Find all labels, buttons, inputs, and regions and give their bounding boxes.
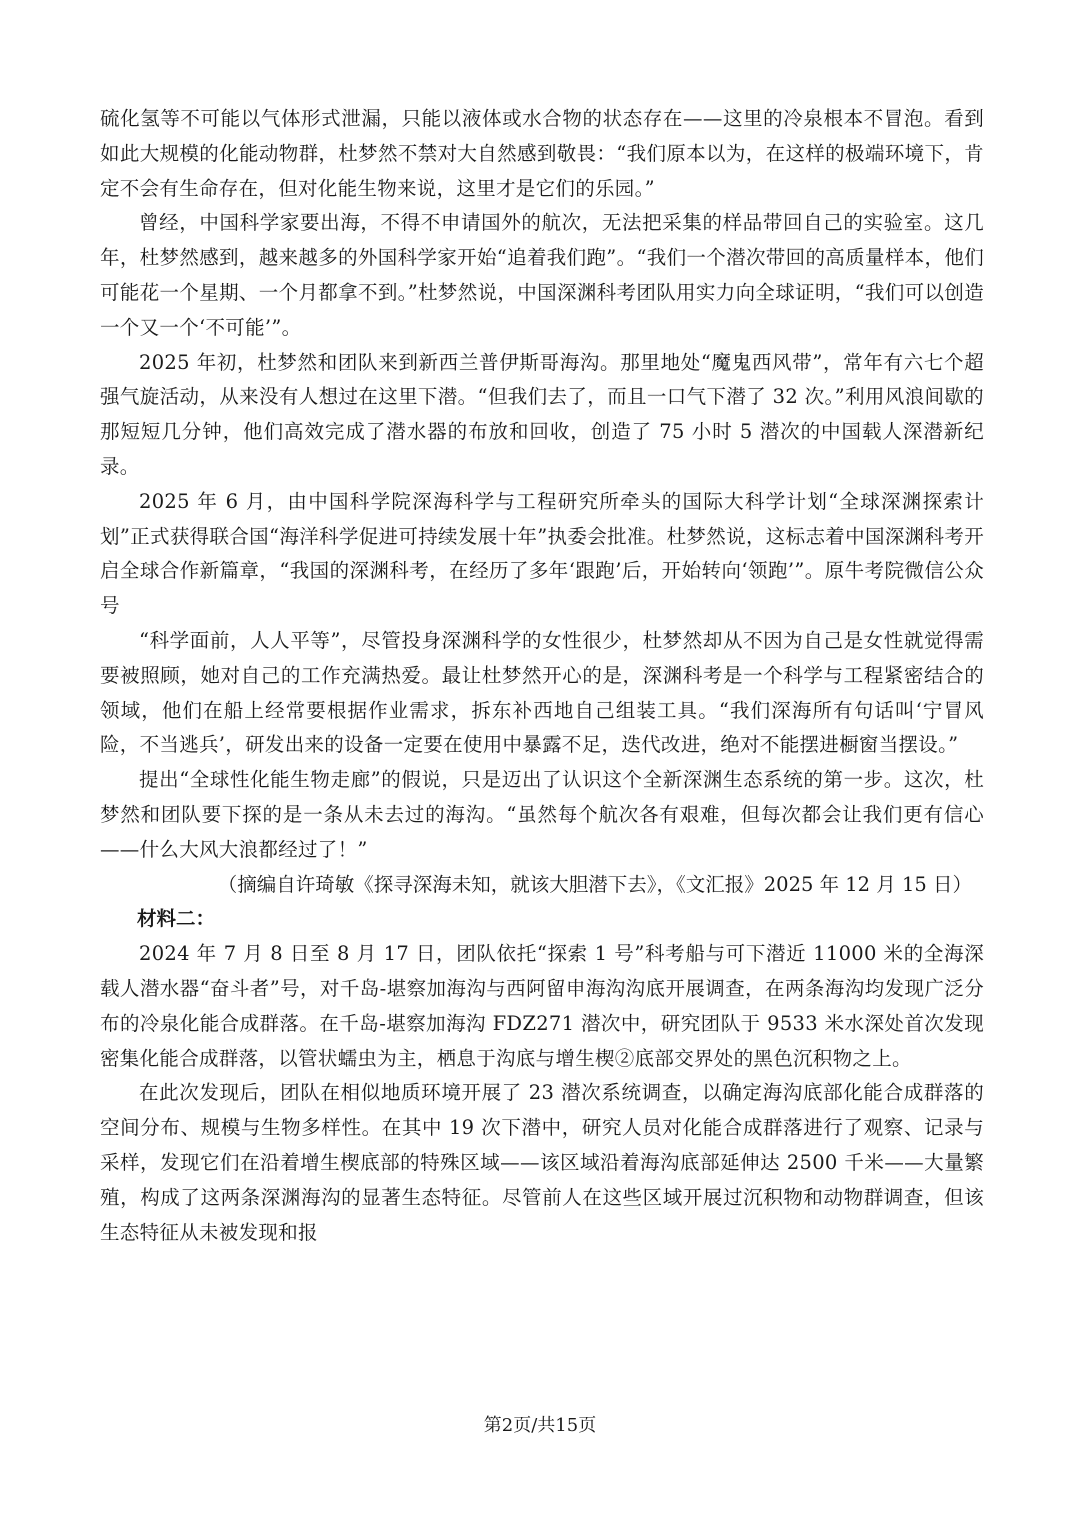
page-number: 第2页/共15页 — [483, 1415, 597, 1436]
paragraph-3: 2025 年初，杜梦然和团队来到新西兰普伊斯哥海沟。那里地处“魔鬼西风带”，常年有六七个超强气旋活动，从来没有人想过在这里下潜。“但我们去了，而且一口气下潜了 32 次。”利用风浪间歇的那短短几分钟，他们高效完成了潜水器的布放和回收，创造了 75 小时 5 潜次的中国载人深潜新纪录。 — [100, 350, 984, 478]
paragraph-5: “科学面前，人人平等”，尽管投身深渊科学的女性很少，杜梦然却从不因为自己是女性就觉得需要被照顾，她对自己的工作充满热爱。最让杜梦然开心的是，深渊科考是一个科学与工程紧密结合的领域，他们在船上经常要根据作业需求，拆东补西地自己组装工具。“我们深海所有句话叫‘宁冒风险，不当逃兵’，研发出来的设备一定要在使用中暴露不足，迭代改进，绝对不能摆进橱窗当摆设。” — [100, 628, 984, 757]
paragraph-1: 硫化氢等不可能以气体形式泄漏，只能以液体或水合物的状态存在——这里的冷泉根本不冒泡。看到如此大规模的化能动物群，杜梦然不禁对大自然感到敬畏：“我们原本以为，在这样的极端环境下，肯定不会有生命存在，但对化能生物来说，这里才是它们的乐园。” — [100, 107, 984, 200]
document-body — [100, 102, 984, 1250]
source-citation: （摘编自许琦敏《探寻深海未知，就该大胆潜下去》，《文汇报》2025 年 12 月 15 日） — [217, 872, 972, 896]
paragraph-8: 在此次发现后，团队在相似地质环境开展了 23 潜次系统调查，以确定海沟底部化能合成群落的空间分布、规模与生物多样性。在其中 19 次下潜中，研究人员对化能合成群落进行了观察、记录与采样，发现它们在沿着增生楔底部的特殊区域——该区域沿着海沟底部延伸达 2500 千米——大量繁殖，构成了这两条深渊海沟的显著生态特征。尽管前人在这些区域开展过沉积物和动物群调查，但该生态特征从未被发现和报 — [100, 1081, 984, 1244]
material-heading: 材料二： — [137, 907, 216, 931]
paragraph-2: 曾经，中国科学家要出海，不得不申请国外的航次，无法把采集的样品带回自己的实验室。这几年，杜梦然感到，越来越多的外国科学家开始“追着我们跑”。“我们一个潜次带回的高质量样本，他们可能花一个星期、一个月都拿不到。”杜梦然说，中国深渊科考团队用实力向全球证明，“我们可以创造一个又一个‘不可能’”。 — [100, 211, 984, 339]
paragraph-6: 提出“全球性化能生物走廊”的假说，只是迈出了认识这个全新深渊生态系统的第一步。这次，杜梦然和团队要下探的是一条从未去过的海沟。“虽然每个航次各有艰难，但每次都会让我们更有信心——什么大风大浪都经过了！” — [100, 768, 984, 861]
paragraph-4: 2025 年 6 月，由中国科学院深海科学与工程研究所牵头的国际大科学计划“全球深渊探索计划”正式获得联合国“海洋科学促进可持续发展十年”执委会批准。杜梦然说，这标志着中国深渊科考开启全球合作新篇章，“我国的深渊科考，在经历了多年‘跟跑’后，开始转向‘领跑’”。原牛考院微信公众号 — [100, 489, 984, 618]
paragraph-7: 2024 年 7 月 8 日至 8 月 17 日，团队依托“探索 1 号”科考船与可下潜近 11000 米的全海深载人潜水器“奋斗者”号，对千岛-堪察加海沟与西阿留申海沟沟底开展调查，在两条海沟均发现广泛分布的冷泉化能合成群落。在千岛-堪察加海沟 FDZ271 潜次中，研究团队于 9533 米水深处首次发现密集化能合成群落，以管状蠕虫为主，栖息于沟底与增生楔②底部交界处的黑色沉积物之上。 — [100, 942, 984, 1070]
